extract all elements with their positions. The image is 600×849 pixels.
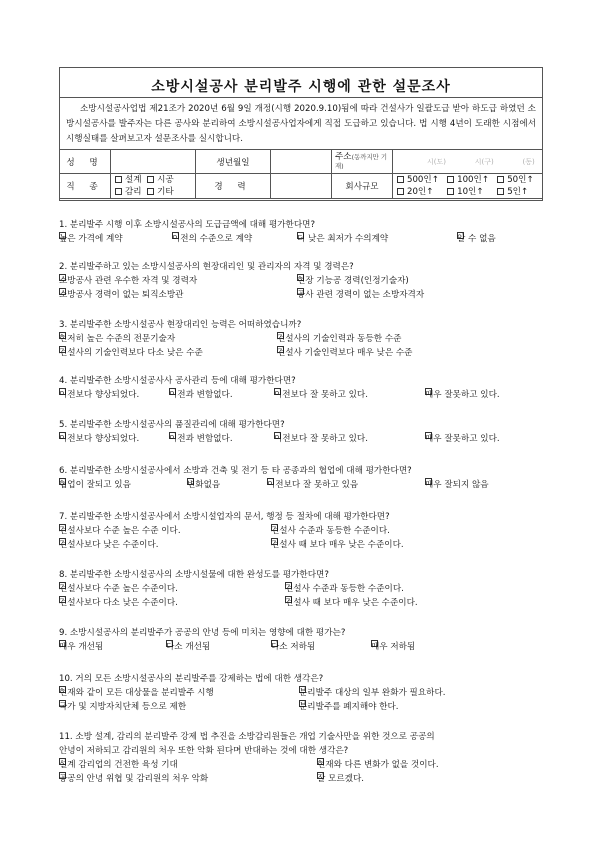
question-1: 1. 분리발주 시행 이후 소방시설공사의 도급금액에 대해 평가한다면? 높은 가격에 계약 이전의 수준으로 계약 더 낮은 최저가 수의계약 알 수 없음 xyxy=(59,218,549,246)
question-text-cont: 안녕이 저하되고 감리원의 처우 또한 악화 된다며 반대하는 것에 대한 생각은? xyxy=(59,746,349,756)
company-50[interactable]: 50인↑ xyxy=(497,175,533,185)
checkbox-icon xyxy=(115,188,122,195)
name-label: 성 명 xyxy=(60,150,111,174)
question-text: 4. 분리발주한 소방시설공사사 공사관리 등에 대해 평가한다면? xyxy=(59,376,296,386)
question-text: 7. 분리발주한 소방시설공사에서 소방시설업자의 문서, 행정 등 절차에 대해 평가한다면? xyxy=(59,512,390,522)
question-7: 7. 분리발주한 소방시설공사에서 소방시설업자의 문서, 행정 등 절차에 대해 평가한다면? 건설사보다 수준 높은 수준 이다. 건설사 수준과 동등한 수준이다. 건설사보다 낮은 수준이다. 건설사 때 보다 매우 낮은 수준이다. xyxy=(59,510,549,552)
checkbox-icon xyxy=(147,176,154,183)
question-10: 10. 거의 모든 소방시설공사의 분리발주를 강제하는 법에 대한 생각은? 현재와 같이 모든 대상물을 분리발주 시행 분리발주 대상의 일부 완화가 필요하다. 국가 및 지방자치단체 등으로 제한 분리발주를 폐지해야 한다. xyxy=(59,672,549,714)
company-20[interactable]: 20인↑ xyxy=(397,187,433,197)
job-supervise[interactable]: 감리 xyxy=(115,187,142,197)
checkbox-icon xyxy=(447,188,454,195)
addr-dong: (동) xyxy=(522,157,535,166)
question-text: 3. 분리발주한 소방시설공사 현장대리인 능력은 어떠하였습니까? xyxy=(59,320,302,330)
question-text: 6. 분리발주한 소방시설공사에서 소방과 건축 및 전기 등 타 공종과의 협업에 대해 평가한다면? xyxy=(59,466,412,476)
checkbox-icon xyxy=(147,188,154,195)
address-label-cell xyxy=(332,150,393,174)
checkbox-icon xyxy=(447,176,454,183)
birth-field[interactable] xyxy=(271,150,332,174)
company-5[interactable]: 5인↑ xyxy=(497,187,528,197)
career-label: 경 력 xyxy=(196,174,271,199)
question-11: 11. 소방 설계, 감리의 분리발주 강제 법 추진을 소방감리원들은 개업 기술사만을 위한 것으로 공공의 안녕이 저하되고 감리원의 처우 또한 악화 된다며 반대하는 것에 대한 생각은? 설계 감리업의 건전한 육성 기대 현재와 다른 변화가 없을 것이다. 공공의 안녕 위협 및 감리원의 처우 악화 잘 모르겠다. xyxy=(59,730,549,786)
birth-label: 생년월일 xyxy=(196,150,271,174)
company-10[interactable]: 10인↑ xyxy=(447,187,483,197)
question-text: 1. 분리발주 시행 이후 소방시설공사의 도급금액에 대해 평가한다면? xyxy=(59,220,316,230)
job-label: 직 종 xyxy=(60,174,111,199)
checkbox-icon xyxy=(497,188,504,195)
checkbox-icon xyxy=(397,188,404,195)
question-9: 9. 소방시설공사의 분리발주가 공공의 안녕 등에 미치는 영향에 대한 평가는? 매우 개선됨 다소 개선됨 다소 저하됨 매우 저하됨 xyxy=(59,626,549,654)
job-options xyxy=(111,174,196,199)
name-field[interactable] xyxy=(111,150,196,174)
address-field[interactable] xyxy=(393,150,543,174)
job-construct[interactable]: 시공 xyxy=(147,175,174,185)
question-text: 11. 소방 설계, 감리의 분리발주 강제 법 추진을 소방감리원들은 개업 기술사만을 위한 것으로 공공의 xyxy=(59,732,435,742)
company-options xyxy=(393,174,543,199)
title-divider xyxy=(60,97,542,98)
question-8: 8. 분리발주한 소방시설공사의 소방시설물에 대한 완성도를 평가한다면? 건설사보다 수준 높은 수준이다. 건설사 수준과 동등한 수준이다. 건설사보다 다소 낮은 수준이다. 건설사 때 보다 매우 낮은 수준이다. xyxy=(59,568,549,610)
question-2: 2. 분리발주하고 있는 소방시설공사의 현장대리인 및 관리자의 자격 및 경력은? 소방공사 관련 우수한 자격 및 경력자 현장 기능공 경력(인정기술자) 소방공사 경력이 없는 퇴직소방관 공사 관련 경력이 없는 소방자격자 xyxy=(59,260,549,302)
question-text: 2. 분리발주하고 있는 소방시설공사의 현장대리인 및 관리자의 자격 및 경력은? xyxy=(59,262,354,272)
checkbox-icon xyxy=(497,176,504,183)
survey-title: 소방시설공사 분리발주 시행에 관한 설문조사 xyxy=(151,79,451,95)
career-field[interactable] xyxy=(271,174,332,199)
address-note: (동까지만 기재) xyxy=(335,152,388,170)
company-500[interactable]: 500인↑ xyxy=(397,175,439,185)
question-text: 5. 분리발주한 소방시설공사의 품질관리에 대해 평가한다면? xyxy=(59,420,285,430)
job-other[interactable]: 기타 xyxy=(147,187,174,197)
survey-header-box xyxy=(59,67,543,201)
respondent-info-table xyxy=(59,149,543,199)
question-4: 4. 분리발주한 소방시설공사사 공사관리 등에 대해 평가한다면? 이전보다 향상되었다. 이전과 변함없다. 이전보다 잘 못하고 있다. 매우 잘못하고 있다. xyxy=(59,374,549,402)
question-5: 5. 분리발주한 소방시설공사의 품질관리에 대해 평가한다면? 이전보다 향상되었다. 이전과 변함없다. 이전보다 잘 못하고 있다. 매우 잘못하고 있다. xyxy=(59,418,549,446)
question-6: 6. 분리발주한 소방시설공사에서 소방과 건축 및 전기 등 타 공종과의 협업에 대해 평가한다면? 협업이 잘되고 있음 변화없음 이전보다 잘 못하고 있음 매우 잘되지 않음 xyxy=(59,464,549,492)
address-label: 주소 xyxy=(335,151,352,162)
checkbox-icon xyxy=(397,176,404,183)
addr-gu: 시(구) xyxy=(474,157,494,166)
question-text: 8. 분리발주한 소방시설공사의 소방시설물에 대한 완성도를 평가한다면? xyxy=(59,570,329,580)
company-label: 회사규모 xyxy=(332,174,393,199)
intro-paragraph: 소방시설공사업법 제21조가 2020년 6월 9일 개정(시행 2020.9.10)됨에 따라 건설사가 일괄도급 받아 하도급 하였던 소방시설공사를 발주자는 다른 공사와 분리하여 소방시설공사업자에게 직접 도급하고 있습니다. 법 시행 4년이 도래한 시점에서 시행실태를 살펴보고자 설문조사를 실시합니다. xyxy=(66,104,536,144)
company-100[interactable]: 100인↑ xyxy=(447,175,489,185)
checkbox-icon xyxy=(115,176,122,183)
question-text: 9. 소방시설공사의 분리발주가 공공의 안녕 등에 미치는 영향에 대한 평가는? xyxy=(59,628,346,638)
question-text: 10. 거의 모든 소방시설공사의 분리발주를 강제하는 법에 대한 생각은? xyxy=(59,674,324,684)
addr-si: 시(도) xyxy=(427,157,446,166)
job-design[interactable]: 설계 xyxy=(115,175,142,185)
question-3: 3. 분리발주한 소방시설공사 현장대리인 능력은 어떠하였습니까? 현저히 높은 수준의 전문기술자 건설사의 기술인력과 동등한 수준 건설사의 기술인력보다 다소 낮은 수준 건설사 기술인력보다 매우 낮은 수준 xyxy=(59,318,549,360)
